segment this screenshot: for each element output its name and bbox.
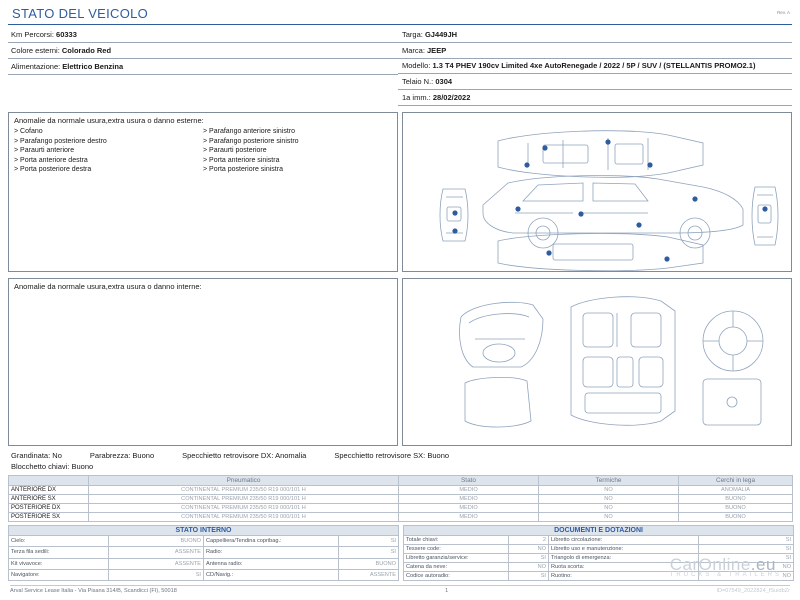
- interior-value: ASSENTE: [109, 558, 204, 569]
- damage-markers: [452, 139, 767, 261]
- list-item: > Parafango anteriore sinistro: [203, 127, 392, 137]
- page-title: STATO DEL VEICOLO: [12, 6, 149, 21]
- list-item: > Porta anteriore destra: [14, 156, 203, 166]
- tyres-col-termiche: Termiche: [539, 476, 679, 486]
- fact-grandinata: [11, 451, 62, 460]
- interior-value: SI: [339, 536, 399, 547]
- tyre-position: ANTERIORE SX: [9, 495, 89, 504]
- footer-company: Arval Service Lease Italia - Via Pisana 314/B, Scandicci (FI), 50018: [10, 588, 177, 594]
- document-key: Libretto uso e manutenzione:: [549, 545, 699, 554]
- document-key: Ruotino:: [549, 572, 699, 581]
- info-label: Modello:: [402, 61, 431, 70]
- tyre-state: MEDIO: [399, 486, 539, 495]
- list-item: > Porta posteriore sinistra: [203, 165, 392, 175]
- list-item: > Paraurti posteriore: [203, 146, 392, 156]
- external-anomalies-col-1: [14, 127, 203, 175]
- page-footer: [10, 585, 790, 594]
- footer-page-number: 1: [445, 588, 449, 594]
- internal-anomalies-list-panel: [8, 278, 398, 446]
- tyre-position: POSTERIORE DX: [9, 504, 89, 513]
- interior-value: ASSENTE: [339, 569, 399, 580]
- list-item: > Porta anteriore sinistra: [203, 156, 392, 166]
- alloy-wheel-state: ANOMALIA: [679, 486, 793, 495]
- watermark-text: CarOnline: [669, 555, 751, 574]
- document-value: 2: [509, 536, 549, 545]
- fact-label: Parabrezza:: [89, 451, 131, 460]
- table-row: [9, 504, 793, 513]
- fact-label: Specchietto retrovisore SX:: [334, 451, 426, 460]
- info-label: Telaio N.:: [402, 77, 434, 86]
- documents-table-header-row: [404, 526, 794, 536]
- fact-parabrezza: [90, 451, 154, 460]
- interior-key: Radio:: [204, 547, 339, 558]
- interior-key: Cappelliera/Tendina copribag.:: [204, 536, 339, 547]
- interior-key: CD/Navig.:: [204, 569, 339, 580]
- interior-table-title: STATO INTERNO: [9, 526, 399, 536]
- tyre-model: CONTINENTAL PREMIUM 235/50 R19 000/101 H: [89, 513, 399, 522]
- list-item: > Parafango posteriore sinistro: [203, 137, 392, 147]
- table-row: [9, 495, 793, 504]
- list-item: > Paraurti anteriore: [14, 146, 203, 156]
- interior-value: ASSENTE: [109, 547, 204, 558]
- tyre-model: CONTINENTAL PREMIUM 235/50 R19 000/101 H: [89, 495, 399, 504]
- table-row: [9, 486, 793, 495]
- table-row: [9, 558, 399, 569]
- document-key: Tessere code:: [404, 545, 509, 554]
- interior-table-header-row: [9, 526, 399, 536]
- fact-value: Buono: [71, 462, 94, 471]
- tyres-col-cerchi: Cerchi in lega: [679, 476, 793, 486]
- document-key: Catena da neve:: [404, 563, 509, 572]
- info-row-color: [8, 43, 398, 59]
- info-value: 60333: [56, 30, 77, 39]
- revision-tag: Rev. A: [777, 10, 790, 15]
- document-value: SI: [509, 554, 549, 563]
- info-label: Marca:: [402, 46, 425, 55]
- info-row-fuel: [8, 59, 398, 74]
- footer-document-id: ID=07549_2022824_fSuidbZr: [716, 588, 790, 594]
- fact-value: No: [52, 451, 62, 460]
- interior-value: SI: [109, 569, 204, 580]
- info-value: Elettrico Benzina: [62, 62, 124, 71]
- info-label: 1a imm.:: [402, 93, 431, 102]
- vehicle-info-grid: [8, 27, 792, 106]
- external-anomalies-section: [8, 112, 792, 272]
- table-row: [9, 547, 399, 558]
- tyre-state: MEDIO: [399, 504, 539, 513]
- fact-key-block: [8, 462, 792, 471]
- external-anomalies-columns: [9, 127, 397, 175]
- table-row: [9, 513, 793, 522]
- vehicle-info-left: [8, 27, 398, 106]
- tyres-col-position: [9, 476, 89, 486]
- tyre-winter: NO: [539, 504, 679, 513]
- info-row-km: [8, 27, 398, 43]
- documents-table-title: DOCUMENTI E DOTAZIONI: [404, 526, 794, 536]
- fact-value: Buono: [427, 451, 450, 460]
- info-row-firstreg: [398, 90, 792, 106]
- left-block-divider: [8, 74, 398, 75]
- external-anomalies-list-panel: [8, 112, 398, 272]
- interior-value: SI: [339, 547, 399, 558]
- fact-value: Buono: [132, 451, 155, 460]
- table-row: [404, 536, 794, 545]
- info-value: GJ449JH: [424, 30, 458, 39]
- tyre-position: ANTERIORE DX: [9, 486, 89, 495]
- interior-value: BUONO: [339, 558, 399, 569]
- tyre-model: CONTINENTAL PREMIUM 235/50 R19 000/101 H: [89, 504, 399, 513]
- interior-key: Terza fila sedili:: [9, 547, 109, 558]
- internal-anomalies-section: [8, 278, 792, 446]
- interior-key: Cielo:: [9, 536, 109, 547]
- watermark-tld: .eu: [750, 555, 776, 574]
- tyre-model: CONTINENTAL PREMIUM 235/50 R19 000/101 H: [89, 486, 399, 495]
- watermark: [670, 555, 782, 578]
- document-value-spare: NO: [699, 563, 794, 572]
- list-item: > Porta posteriore destra: [14, 165, 203, 175]
- tyre-position: POSTERIORE SX: [9, 513, 89, 522]
- info-value: 1.3 T4 PHEV 190cv Limited 4xe AutoRenegade / 2022 / 5P / SUV / (STELLANTIS PROMO2.1): [432, 61, 756, 70]
- alloy-wheel-state: BUONO: [679, 495, 793, 504]
- info-row-plate: [398, 27, 792, 43]
- document-key: Triangolo di emergenza:: [549, 554, 699, 563]
- title-divider: [8, 24, 792, 25]
- info-label: Km Percorsi:: [11, 30, 54, 39]
- alloy-wheel-state: BUONO: [679, 504, 793, 513]
- tyres-table-header-row: [9, 476, 793, 486]
- info-label: Targa:: [402, 30, 423, 39]
- interior-key: Kit vivavoce:: [9, 558, 109, 569]
- tyre-winter: NO: [539, 486, 679, 495]
- tyres-col-stato: Stato: [399, 476, 539, 486]
- fact-label: Grandinata:: [11, 451, 51, 460]
- external-anomalies-col-2: [203, 127, 392, 175]
- interior-diagram-panel: [402, 278, 792, 446]
- document-value: SI: [699, 536, 794, 545]
- document-value: NO: [509, 545, 549, 554]
- document-value: NO: [699, 572, 794, 581]
- info-row-brand: [398, 43, 792, 59]
- info-label: Alimentazione:: [11, 62, 61, 71]
- fact-mirror-dx: [182, 451, 306, 460]
- tyre-winter: NO: [539, 495, 679, 504]
- info-label: Colore esterni:: [11, 46, 60, 55]
- internal-anomalies-title: Anomalie da normale usura,extra usura o danno interne:: [14, 282, 202, 291]
- info-row-vin: [398, 74, 792, 90]
- info-value: Colorado Red: [61, 46, 112, 55]
- alloy-wheel-state: BUONO: [679, 513, 793, 522]
- document-key: Libretto garanzia/service:: [404, 554, 509, 563]
- tyre-winter: NO: [539, 513, 679, 522]
- fact-mirror-sx: [334, 451, 449, 460]
- document-key: Codice autoradio:: [404, 572, 509, 581]
- interior-key: Navigatore:: [9, 569, 109, 580]
- tyres-table: [8, 475, 793, 522]
- table-row: [9, 536, 399, 547]
- vehicle-info-right: [398, 27, 792, 106]
- document-value: NO: [509, 563, 549, 572]
- fact-value: Anomalia: [275, 451, 307, 460]
- table-row: [404, 545, 794, 554]
- document-key: Libretto circolazione:: [549, 536, 699, 545]
- external-anomalies-title: Anomalie da normale usura,extra usura o danno esterne:: [14, 116, 204, 125]
- info-row-model: [398, 59, 792, 74]
- document-key-spare: Ruota scorta:: [549, 563, 699, 572]
- info-value: JEEP: [427, 46, 447, 55]
- info-value: 28/02/2022: [432, 93, 471, 102]
- list-item: > Cofano: [14, 127, 203, 137]
- misc-conditions-row: [8, 451, 792, 460]
- document-value: SI: [509, 572, 549, 581]
- tyre-state: MEDIO: [399, 513, 539, 522]
- interior-vehicle-diagram: [403, 279, 791, 445]
- document-key: Totale chiavi:: [404, 536, 509, 545]
- tyre-state: MEDIO: [399, 495, 539, 504]
- interior-status-table: [8, 525, 399, 581]
- document-value: SI: [699, 545, 794, 554]
- list-item: > Parafango posteriore destro: [14, 137, 203, 147]
- tyres-col-pneumatico: Pneumatico: [89, 476, 399, 486]
- fact-label: Specchietto retrovisore DX:: [182, 451, 274, 460]
- info-value: 0304: [435, 77, 453, 86]
- external-vehicle-diagram-panel: [402, 112, 792, 272]
- table-row: [9, 569, 399, 580]
- interior-key: Antenna radio:: [204, 558, 339, 569]
- exterior-vehicle-diagram: [403, 113, 791, 271]
- document-value: SI: [699, 554, 794, 563]
- interior-value: BUONO: [109, 536, 204, 547]
- watermark-subtitle: TRUCKS & TRAILERS: [669, 572, 782, 578]
- fact-label: Blocchetto chiavi:: [11, 462, 70, 471]
